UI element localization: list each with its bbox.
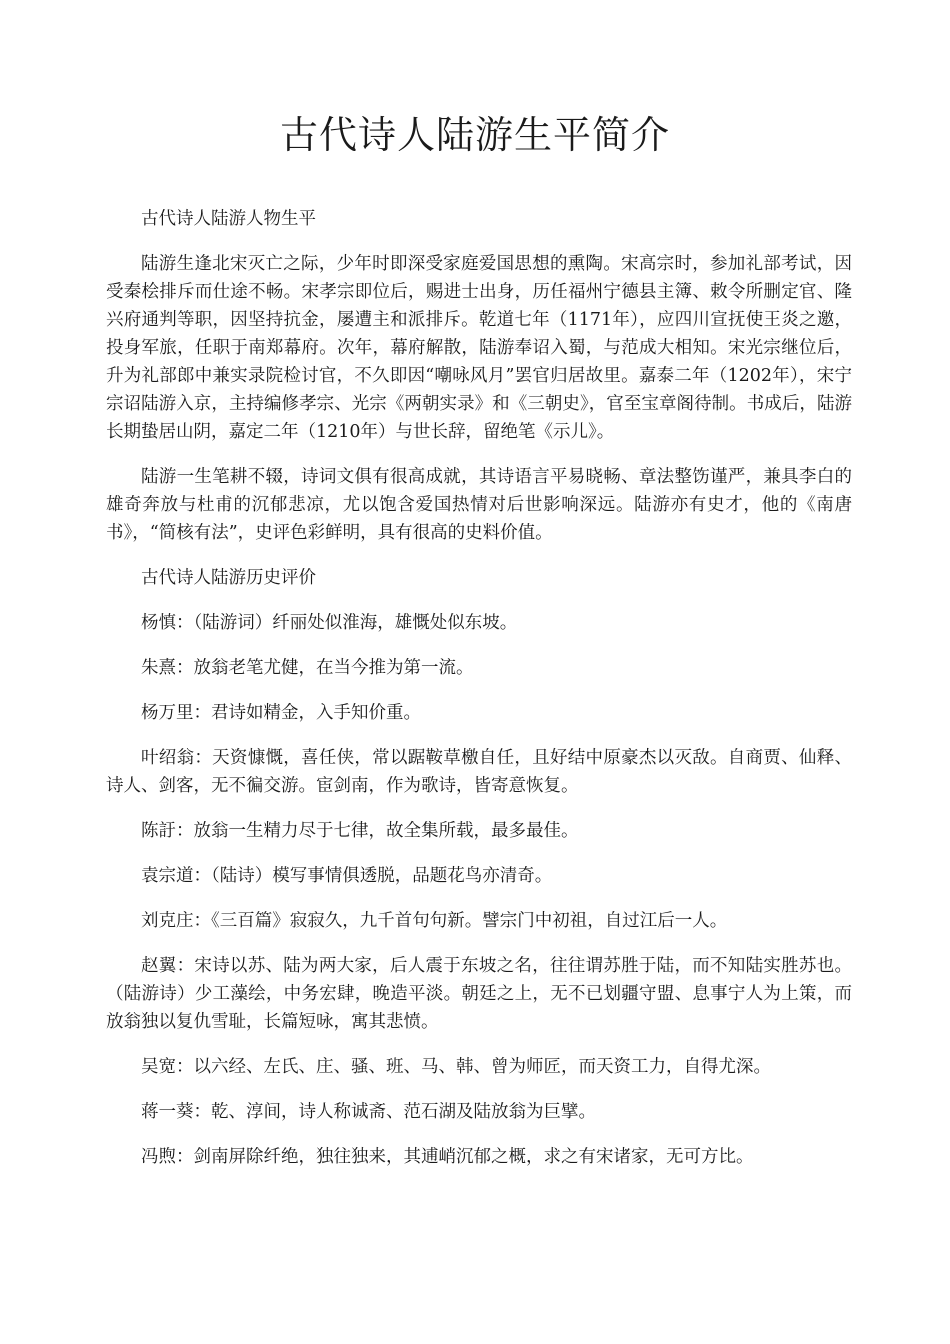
document-body <box>106 205 852 1188</box>
biography-paragraph-2: 陆游一生笔耕不辍，诗词文俱有很高成就，其诗语言平易晓畅、章法整饬谨严，兼具李白的雄奇奔放与杜甫的沉郁悲凉，尤以饱含爱国热情对后世影响深远。陆游亦有史才，他的《南唐书》，“简核有法”，史评色彩鲜明，具有很高的史料价值。 <box>106 467 852 543</box>
evaluation-jiang-yikui: 蒋一葵：乾、淳间，诗人称诚斋、范石湖及陆放翁为巨擘。 <box>141 1102 596 1122</box>
biography-paragraph-1: 陆游生逢北宋灭亡之际，少年时即深受家庭爱国思想的熏陶。宋高宗时，参加礼部考试，因受秦桧排斥而仕途不畅。宋孝宗即位后，赐进士出身，历任福州宁德县主簿、敕令所删定官、隆兴府通判等职，因坚持抗金，屡遭主和派排斥。乾道七年（1171年），应四川宣抚使王炎之邀，投身军旅，任职于南郑幕府。次年，幕府解散，陆游奉诏入蜀，与范成大相知。宋光宗继位后，升为礼部郎中兼实录院检讨官，不久即因“嘲咏风月”罢官归居故里。嘉泰二年（1202年），宋宁宗诏陆游入京，主持编修孝宗、光宗《两朝实录》和《三朝史》，官至宝章阁待制。书成后，陆游长期蛰居山阴，嘉定二年（1210年）与世长辞，留绝笔《示儿》。 <box>106 254 852 442</box>
evaluation-feng-xu: 冯煦：剑南屏除纤绝，独往独来，其逋峭沉郁之概，求之有宋诸家，无可方比。 <box>141 1147 754 1167</box>
evaluation-liu-kezhuang: 刘克庄：《三百篇》寂寂久，九千首句句新。譬宗门中初祖，自过江后一人。 <box>141 911 728 931</box>
evaluation-zhu-xi: 朱熹：放翁老笔尤健，在当今推为第一流。 <box>141 658 474 678</box>
evaluation-yang-shen: 杨慎：（陆游词）纤丽处似淮海，雄慨处似东坡。 <box>141 613 518 633</box>
document-title: 古代诗人陆游生平简介 <box>279 113 670 157</box>
section-heading-evaluation: 古代诗人陆游历史评价 <box>141 568 316 588</box>
section-heading-biography: 古代诗人陆游人物生平 <box>141 209 316 229</box>
evaluation-chen-xu: 陈訏：放翁一生精力尽于七律，故全集所载，最多最佳。 <box>141 821 579 841</box>
evaluation-yuan-zongdao: 袁宗道：（陆诗）模写事情俱透脱，品题花鸟亦清奇。 <box>141 866 553 886</box>
evaluation-yang-wanli: 杨万里：君诗如精金，入手知价重。 <box>141 703 421 723</box>
evaluation-wu-kuan: 吴宽：以六经、左氏、庄、骚、班、马、韩、曾为师匠，而天资工力，自得尤深。 <box>141 1057 771 1077</box>
evaluation-ye-shaoweng: 叶绍翁：天资慷慨，喜任侠，常以踞鞍草檄自任，且好结中原豪杰以灭敌。自商贾、仙释、诗人、剑客，无不徧交游。宦剑南，作为歌诗，皆寄意恢复。 <box>106 748 852 796</box>
evaluation-zhao-yi: 赵翼：宋诗以苏、陆为两大家，后人震于东坡之名，往往谓苏胜于陆，而不知陆实胜苏也。（陆游诗）少工藻绘，中务宏肆，晚造平淡。朝廷之上，无不已划疆守盟、息事宁人为上策，而放翁独以复仇雪耻，长篇短咏，寓其悲愤。 <box>106 956 852 1032</box>
